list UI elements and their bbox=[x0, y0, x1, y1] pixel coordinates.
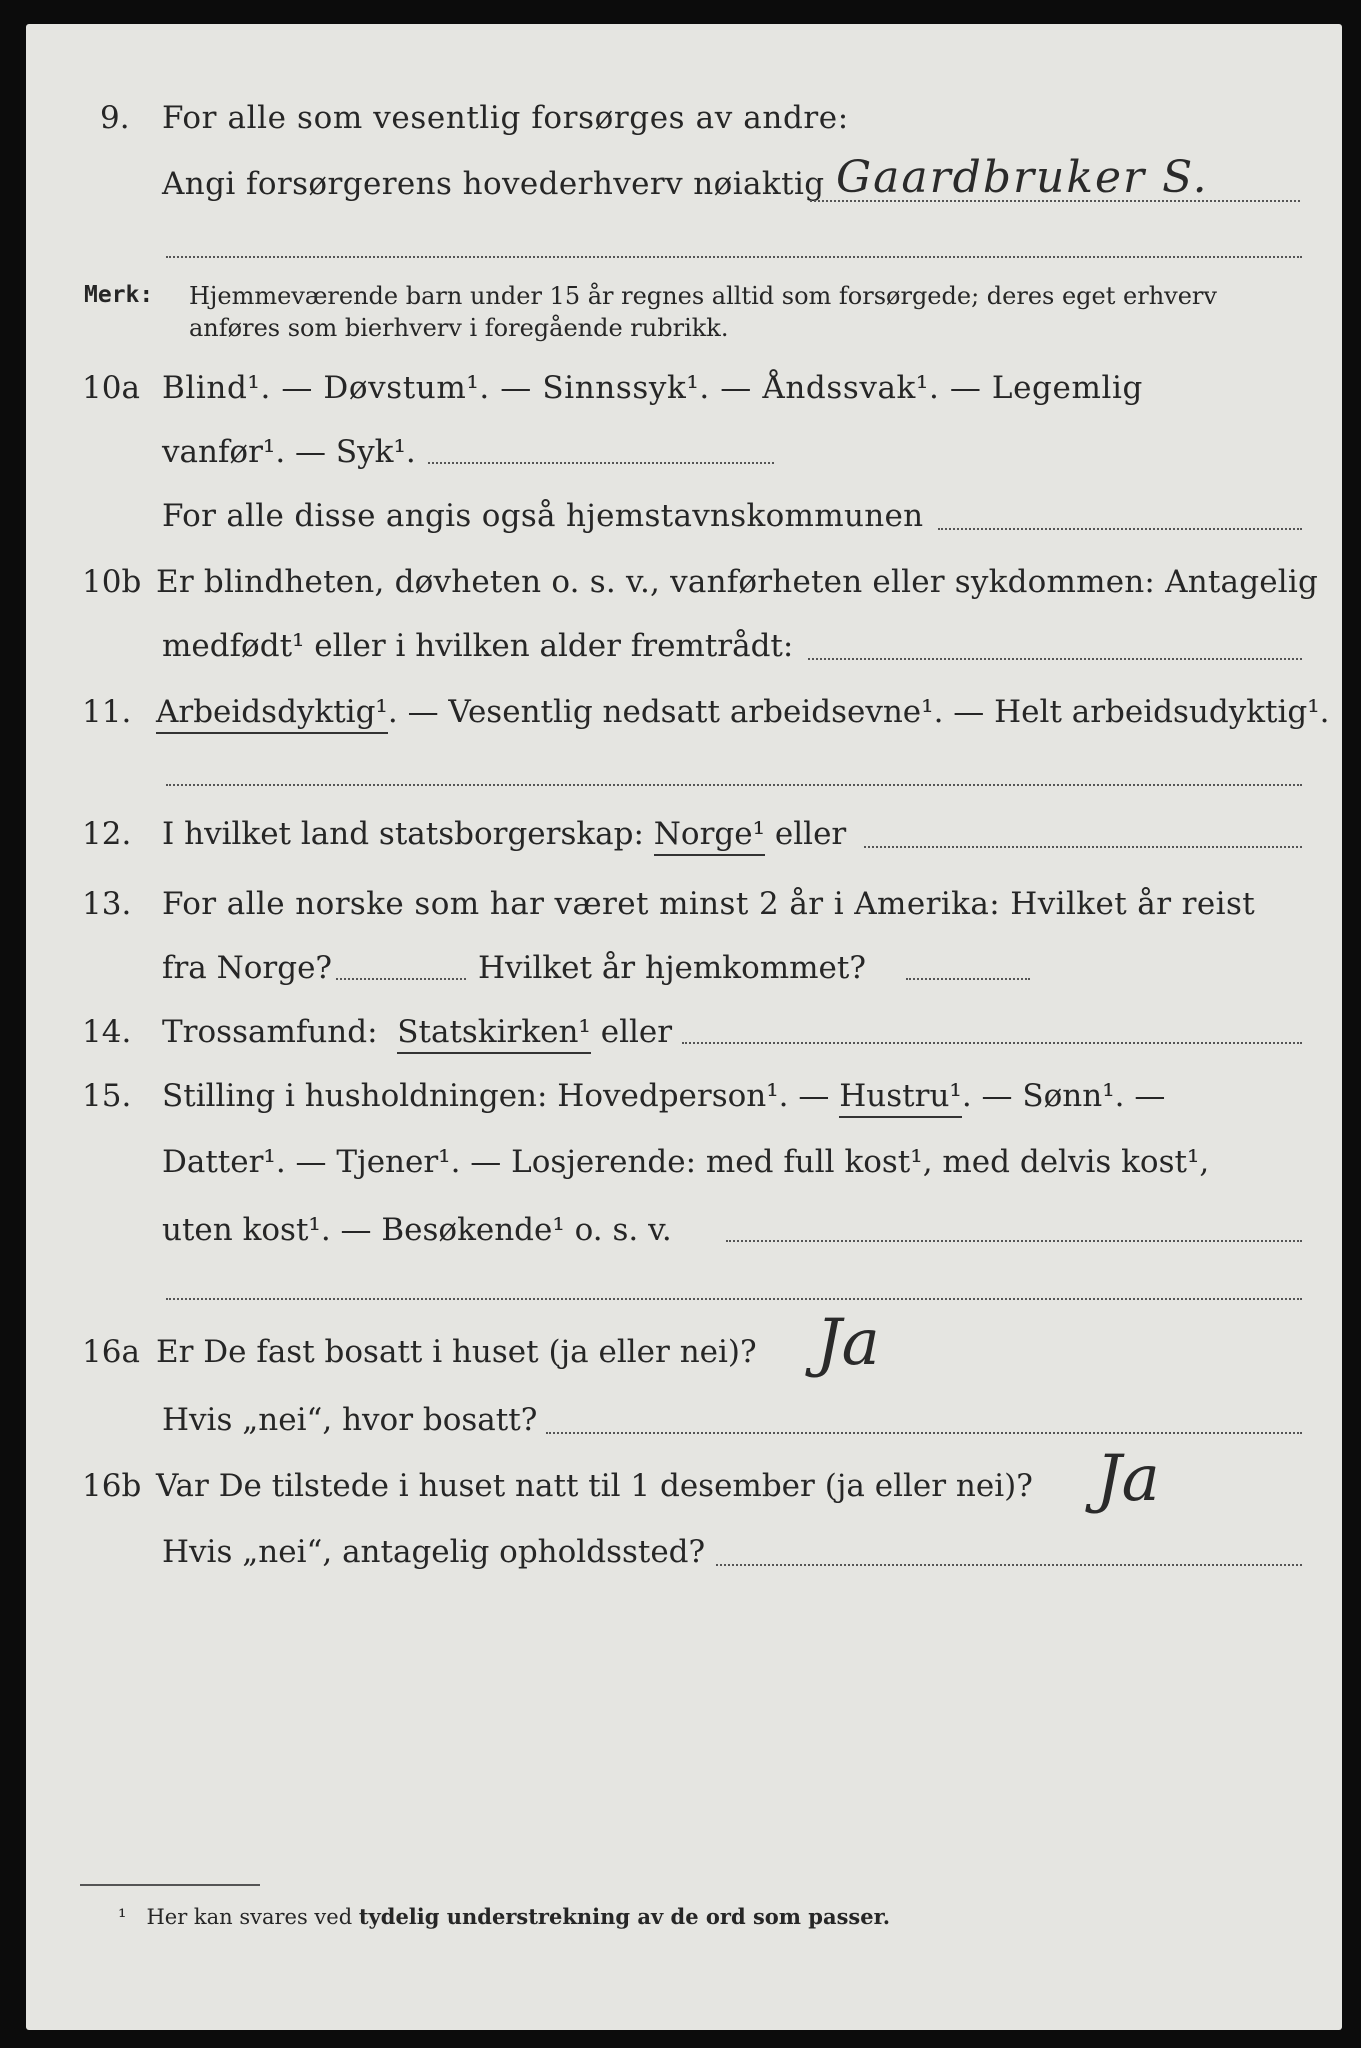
q13-hjemkommet-line bbox=[906, 978, 1030, 980]
merk-label: Merk: bbox=[84, 282, 154, 308]
q15-line1a: Stilling i husholdningen: Hovedperson¹. — bbox=[162, 1078, 830, 1114]
footnote bbox=[118, 1904, 890, 1929]
q10b-line2: medfødt¹ eller i hvilken alder fremtrådt: bbox=[162, 628, 794, 664]
q14-number: 14. bbox=[82, 1014, 132, 1050]
q10a-number: 10a bbox=[82, 370, 140, 406]
q14-option-statskirken-underlined: Statskirken¹ bbox=[397, 1014, 591, 1054]
footnote-mark: ¹ bbox=[118, 1905, 127, 1929]
q15-number: 15. bbox=[82, 1078, 132, 1114]
q12-pre: I hvilket land statsborgerskap: bbox=[162, 816, 644, 852]
q16a-line2: Hvis „nei“, hvor bosatt? bbox=[162, 1402, 538, 1438]
q15-line3: uten kost¹. — Besøkende¹ o. s. v. bbox=[162, 1212, 672, 1248]
q12-number: 12. bbox=[82, 816, 132, 852]
q12-option-norge-underlined: Norge¹ bbox=[654, 816, 765, 856]
q12-answer-line bbox=[864, 846, 1302, 848]
q11-options bbox=[156, 694, 1330, 730]
q11-rest: . — Vesentlig nedsatt arbeidsevne¹. — Helt arbeidsudyktig¹. bbox=[387, 694, 1330, 730]
q11-option-arbeidsdyktig-underlined: Arbeidsdyktig¹ bbox=[156, 694, 388, 734]
merk-line2: anføres som bierhverv i foregående rubrikk. bbox=[189, 314, 729, 342]
q14-answer-line bbox=[682, 1042, 1302, 1044]
q13-line1: For alle norske som har været minst 2 år i Amerika: Hvilket år reist bbox=[162, 886, 1256, 922]
q9-extra-line bbox=[166, 256, 1302, 258]
q16a-bosatt-line bbox=[546, 1432, 1302, 1434]
q13-reist-line bbox=[336, 978, 466, 980]
footnote-rule bbox=[80, 1884, 260, 1886]
q10b-alder-line bbox=[808, 658, 1302, 660]
q15-line1b: . — Sønn¹. — bbox=[961, 1078, 1166, 1114]
q16b-line1: Var De tilstede i huset natt til 1 desember (ja eller nei)? bbox=[156, 1468, 1033, 1504]
q13-line2a: fra Norge? bbox=[162, 950, 333, 986]
q9-number: 9. bbox=[100, 100, 130, 136]
q13-line2b: Hvilket år hjemkommet? bbox=[478, 950, 866, 986]
q11-extra-line bbox=[166, 784, 1302, 786]
q15-line1 bbox=[162, 1078, 1165, 1114]
q10a-line3: For alle disse angis også hjemstavnskommunen bbox=[162, 498, 924, 534]
q9-handwritten-answer: Gaardbruker S. bbox=[836, 152, 1209, 203]
q16b-line2: Hvis „nei“, antagelig opholdssted? bbox=[162, 1534, 706, 1570]
footnote-text-plain: Her kan svares ved bbox=[146, 1905, 353, 1929]
q15-line2: Datter¹. — Tjener¹. — Losjerende: med full kost¹, med delvis kost¹, bbox=[162, 1144, 1210, 1180]
q16b-handwritten-answer: Ja bbox=[1096, 1442, 1160, 1516]
merk-line1: Hjemmeværende barn under 15 år regnes alltid som forsørgede; deres eget erhverv bbox=[189, 282, 1217, 310]
q10a-syk-line bbox=[428, 462, 774, 464]
q10b-line1: Er blindheten, døvheten o. s. v., vanførheten eller sykdommen: Antagelig bbox=[156, 564, 1319, 600]
q14-line bbox=[162, 1014, 672, 1050]
q16a-number: 16a bbox=[82, 1334, 140, 1370]
q16a-handwritten-answer: Ja bbox=[816, 1306, 880, 1380]
q9-line1: For alle som vesentlig forsørges av andre: bbox=[162, 100, 849, 136]
q10b-number: 10b bbox=[82, 564, 142, 600]
q16b-opholdssted-line bbox=[716, 1564, 1302, 1566]
q15-answer-line bbox=[726, 1240, 1302, 1242]
q16b-number: 16b bbox=[82, 1468, 142, 1504]
q15-extra-line bbox=[166, 1298, 1302, 1300]
q9-line2: Angi forsørgerens hovederhverv nøiaktig bbox=[162, 166, 825, 202]
q10a-hjemstavn-line bbox=[938, 528, 1302, 530]
q12-post: eller bbox=[774, 816, 847, 852]
q10a-line1: Blind¹. — Døvstum¹. — Sinnssyk¹. — Åndssvak¹. — Legemlig bbox=[162, 370, 1143, 406]
q14-post: eller bbox=[600, 1014, 673, 1050]
footnote-text-bold: tydelig understrekning av de ord som passer. bbox=[358, 1904, 891, 1929]
q15-option-hustru-underlined: Hustru¹ bbox=[839, 1078, 962, 1118]
census-form-page bbox=[26, 24, 1342, 2030]
q13-number: 13. bbox=[82, 886, 132, 922]
q11-number: 11. bbox=[82, 694, 132, 730]
q10a-line2: vanfør¹. — Syk¹. bbox=[162, 434, 416, 470]
q16a-line1: Er De fast bosatt i huset (ja eller nei)? bbox=[156, 1334, 757, 1370]
q14-pre: Trossamfund: bbox=[162, 1014, 378, 1050]
q12-line bbox=[162, 816, 846, 852]
